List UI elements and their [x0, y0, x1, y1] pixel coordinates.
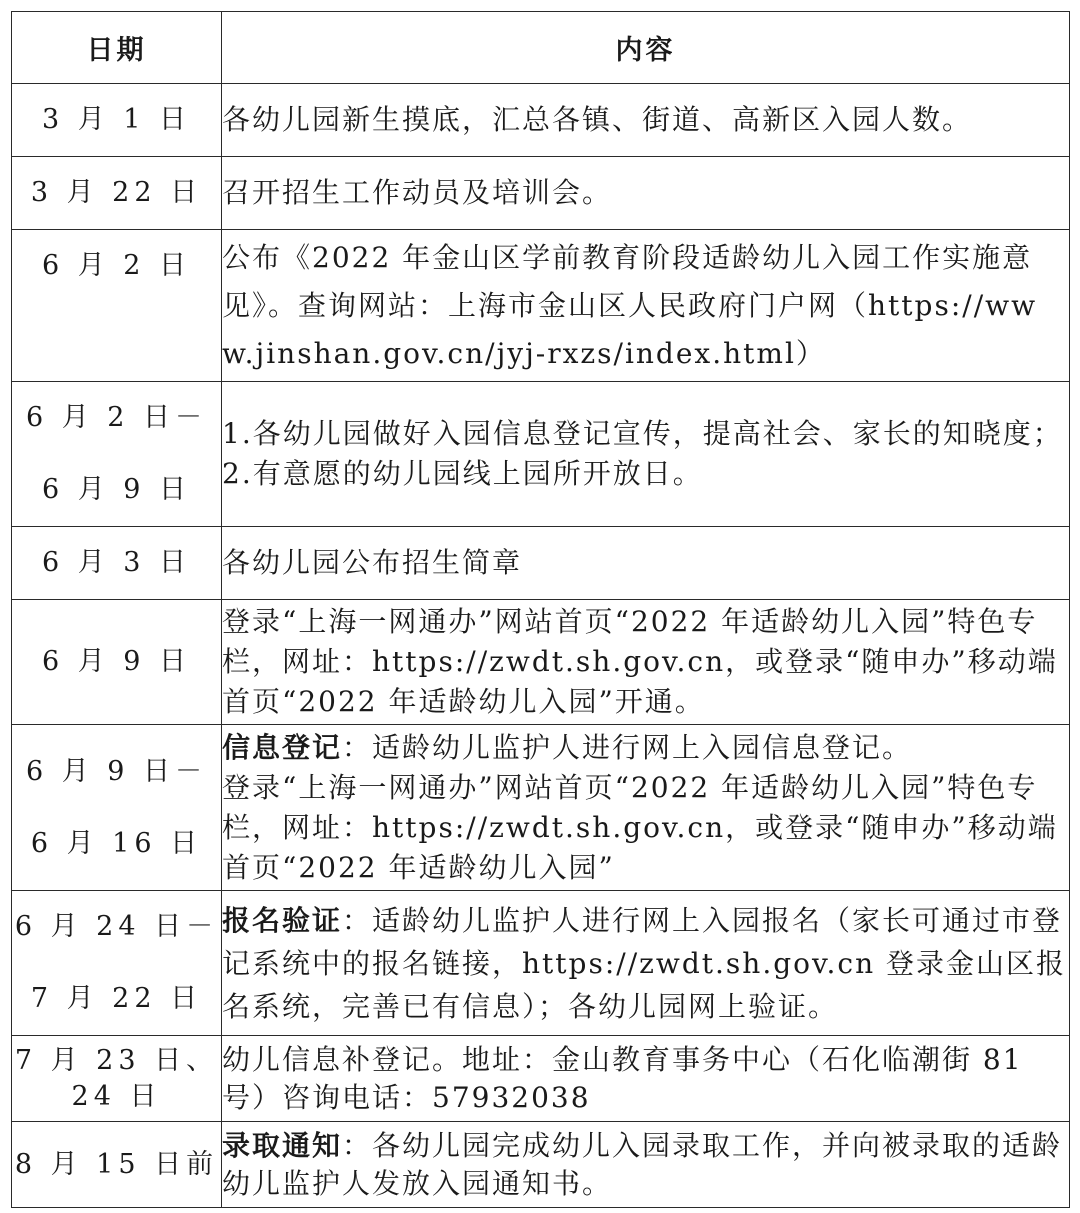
date-text: 6 月 2 日 — [41, 250, 192, 281]
table-row — [12, 230, 1070, 382]
date-text: 6 月 24 日－ — [14, 911, 219, 942]
content-cell — [222, 157, 1070, 230]
header-date: 日期 — [12, 12, 222, 84]
date-cell — [12, 1122, 222, 1208]
content-cell — [222, 725, 1070, 891]
date-cell — [12, 1036, 222, 1122]
content-bold-label: 报名验证 — [222, 903, 343, 937]
date-text: 6 月 9 日 — [41, 474, 192, 505]
date-cell — [12, 725, 222, 891]
content-text: 1.各幼儿园做好入园信息登记宣传，提高社会、家长的知晓度； — [222, 417, 1063, 450]
content-cell — [222, 1122, 1070, 1208]
content-text: 登录“上海一网通办”网站首页“2022 年适龄幼儿入园”特色专栏，网址：https://zwdt.sh.gov.cn，或登录“随申办”移动端首页“2022 年适龄幼儿入园” — [222, 770, 1058, 884]
table-row — [12, 600, 1070, 725]
date-text: 7 月 23 日、 — [14, 1044, 219, 1076]
content-cell — [222, 527, 1070, 600]
date-text: 6 月 9 日 — [41, 646, 192, 677]
content-text: 召开招生工作动员及培训会。 — [222, 176, 613, 209]
content-bold-label: 信息登记 — [222, 730, 343, 764]
date-text: 8 月 15 日前 — [14, 1148, 219, 1180]
content-text: 2.有意愿的幼儿园线上园所开放日。 — [222, 457, 703, 490]
date-text: 24 日 — [71, 1080, 162, 1112]
content-text: 各幼儿园新生摸底，汇总各镇、街道、高新区入园人数。 — [222, 103, 973, 136]
table-row — [12, 382, 1070, 527]
content-text: 幼儿信息补登记。地址：金山教育事务中心（石化临潮街 81 号）咨询电话：57932038 — [222, 1042, 1023, 1114]
table-header-row — [12, 12, 1070, 84]
date-text: 6 月 16 日 — [30, 827, 203, 859]
content-text: ：各幼儿园完成幼儿入园录取工作，并向被录取的适龄幼儿监护人发放入园通知书。 — [222, 1128, 1063, 1200]
date-cell — [12, 84, 222, 157]
table-row — [12, 891, 1070, 1036]
content-text: 登录“上海一网通办”网站首页“2022 年适龄幼儿入园”特色专栏，网址：https://zwdt.sh.gov.cn，或登录“随申办”移动端首页“2022 年适龄幼儿入园”开通。 — [222, 605, 1058, 718]
schedule-table — [11, 11, 1070, 1208]
date-text: 7 月 22 日 — [30, 983, 203, 1014]
content-cell — [222, 1036, 1070, 1122]
content-cell — [222, 230, 1070, 382]
header-content: 内容 — [222, 12, 1070, 84]
content-text: 各幼儿园公布招生简章 — [222, 546, 523, 579]
content-cell — [222, 84, 1070, 157]
date-text: 6 月 3 日 — [41, 547, 192, 578]
table-row — [12, 1036, 1070, 1122]
table-row — [12, 527, 1070, 600]
date-cell — [12, 600, 222, 725]
table-row — [12, 157, 1070, 230]
table-row — [12, 1122, 1070, 1208]
content-cell — [222, 891, 1070, 1036]
table-row — [12, 84, 1070, 157]
date-text: 6 月 2 日－ — [25, 402, 208, 433]
date-text: 6 月 9 日－ — [25, 755, 208, 787]
date-cell — [12, 382, 222, 527]
table-row — [12, 725, 1070, 891]
content-text: ：适龄幼儿监护人进行网上入园信息登记。 — [342, 730, 913, 764]
date-text: 3 月 22 日 — [30, 177, 203, 208]
date-text: 3 月 1 日 — [41, 104, 192, 135]
content-text: ：适龄幼儿监护人进行网上入园报名（家长可通过市登记系统中的报名链接，https://zwdt.sh.gov.cn 登录金山区报名系统，完善已有信息）；各幼儿园网上验证。 — [222, 903, 1067, 1023]
date-cell — [12, 230, 222, 382]
content-cell — [222, 600, 1070, 725]
date-cell — [12, 157, 222, 230]
content-text: 公布《2022 年金山区学前教育阶段适龄幼儿入园工作实施意见》。查询网站：上海市金山区人民政府门户网（https://www.jinshan.gov.cn/jyj-rxzs/index.html） — [222, 240, 1038, 370]
content-bold-label: 录取通知 — [222, 1128, 343, 1162]
date-cell — [12, 891, 222, 1036]
content-cell — [222, 382, 1070, 527]
date-cell — [12, 527, 222, 600]
